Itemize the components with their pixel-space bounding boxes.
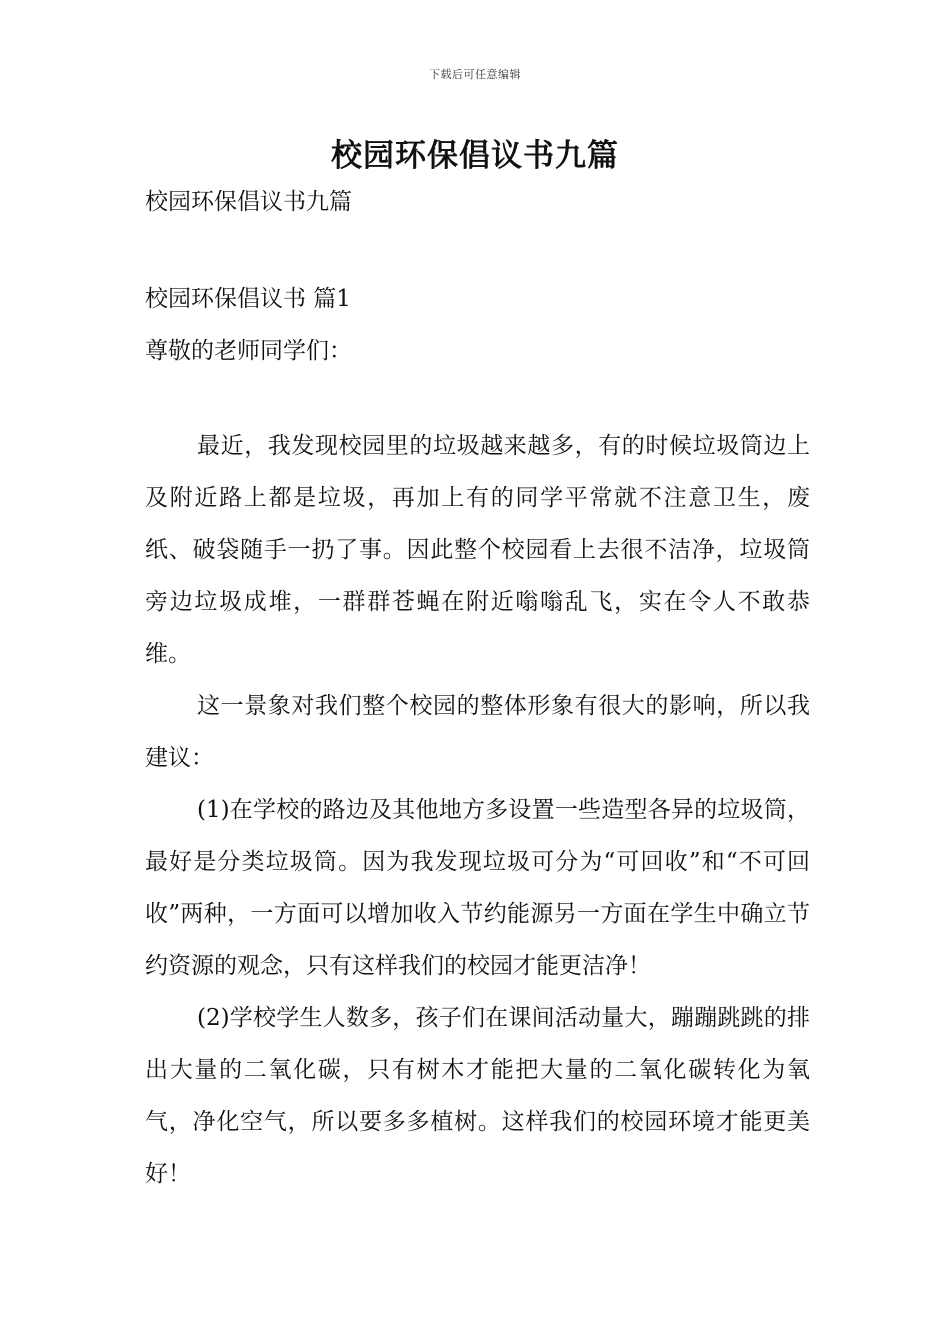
subtitle: 校园环保倡议书九篇 [145, 189, 352, 215]
body-paragraphs [145, 420, 810, 1200]
paragraph-4: (2)学校学生人数多，孩子们在课间活动量大，蹦蹦跳跳的排出大量的二氧化碳，只有树木才能把大量的二氧化碳转化为氧气，净化空气，所以要多多植树。这样我们的校园环境才能更美好！ [145, 1005, 810, 1187]
paragraph-3: (1)在学校的路边及其他地方多设置一些造型各异的垃圾筒，最好是分类垃圾筒。因为我发现垃圾可分为“可回收”和“不可回收”两种，一方面可以增加收入节约能源另一方面在学生中确立节约资源的观念，只有这样我们的校园才能更洁净！ [145, 797, 810, 979]
header-note: 下载后可任意编辑 [429, 68, 521, 81]
paragraph-1: 最近，我发现校园里的垃圾越来越多，有的时候垃圾筒边上及附近路上都是垃圾，再加上有的同学平常就不注意卫生，废纸、破袋随手一扔了事。因此整个校园看上去很不洁净，垃圾筒旁边垃圾成堆，一群群苍蝇在附近嗡嗡乱飞，实在令人不敢恭维。 [145, 433, 810, 667]
salutation: 尊敬的老师同学们： [145, 338, 352, 364]
paragraph-2: 这一景象对我们整个校园的整体形象有很大的影响，所以我建议： [145, 693, 810, 771]
section-heading: 校园环保倡议书 篇1 [145, 286, 351, 312]
document-title: 校园环保倡议书九篇 [331, 138, 619, 174]
